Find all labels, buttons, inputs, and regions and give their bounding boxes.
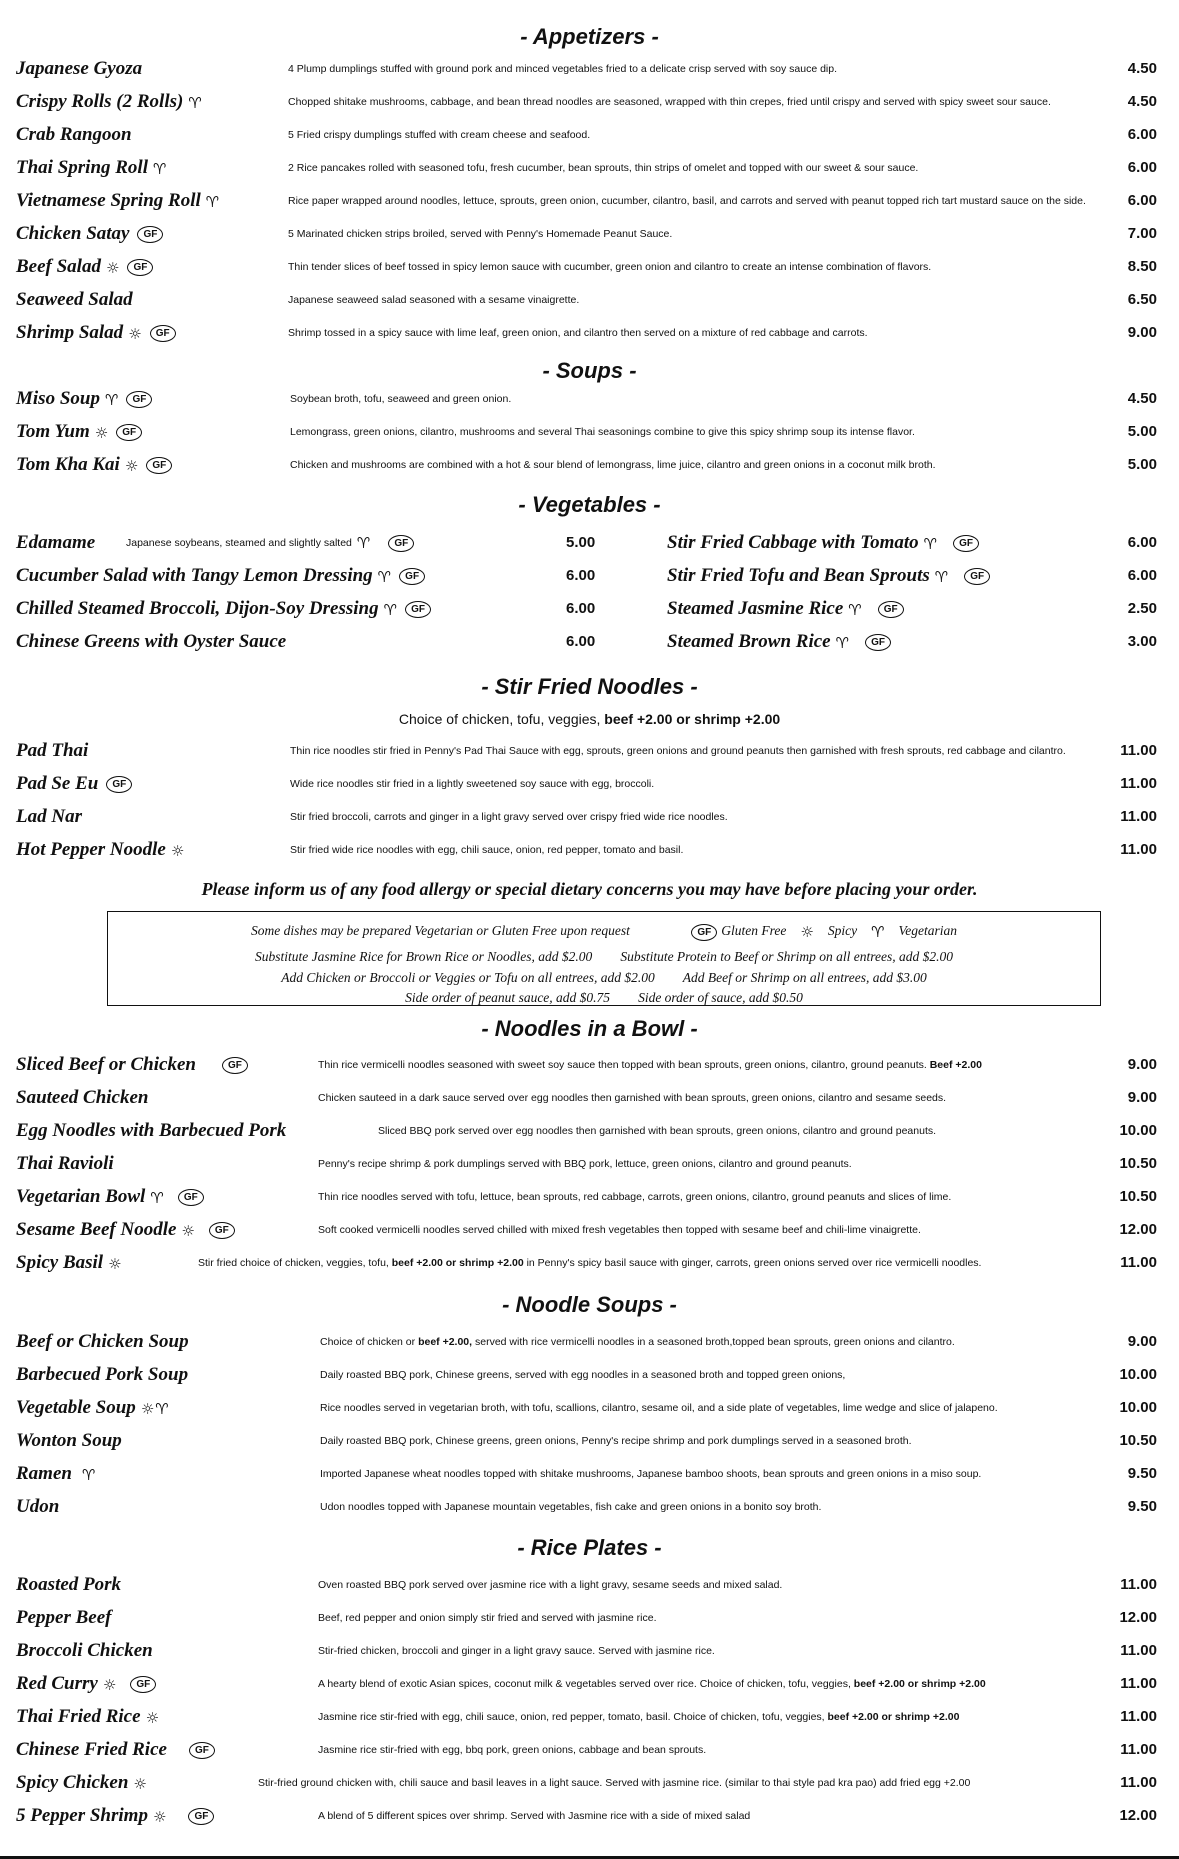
item-name: Japanese Gyoza: [16, 58, 143, 79]
item-name: Wonton Soup: [16, 1430, 122, 1451]
gluten-free-badge: GF: [691, 924, 717, 941]
menu-item: [0, 1572, 1179, 1602]
gluten-free-badge: GF: [189, 1742, 215, 1759]
item-price: 9.50: [1127, 1465, 1157, 1482]
item-name: Steamed Jasmine Rice: [667, 598, 844, 619]
item-desc-wrap: [318, 1052, 982, 1078]
item-name: Thai Spring Roll: [16, 157, 148, 178]
item-price: 6.00: [1127, 159, 1157, 176]
item-name-wrap: [667, 596, 904, 623]
item-name: Chilled Steamed Broccoli, Dijon-Soy Dressing: [16, 598, 379, 619]
stir-fried-note: [0, 711, 1179, 727]
gluten-free-badge: GF: [106, 776, 132, 793]
item-name: Spicy Basil: [16, 1252, 104, 1273]
menu-item: [0, 1671, 1179, 1701]
gluten-free-badge: GF: [127, 259, 153, 276]
item-name: Beef Salad: [16, 256, 101, 277]
item-desc-bold: beef +2.00,: [418, 1336, 473, 1348]
gluten-free-badge: GF: [388, 535, 414, 552]
info-box: [107, 911, 1101, 1006]
menu-item: [0, 1461, 1179, 1491]
item-price: 9.50: [1127, 1498, 1157, 1515]
gluten-free-badge: GF: [209, 1222, 235, 1239]
item-name-wrap: [667, 563, 990, 590]
item-desc-bold: beef +2.00 or shrimp +2.00: [827, 1711, 960, 1723]
item-price: 9.00: [1127, 1089, 1157, 1106]
allergy-note: Please inform us of any food allergy or special dietary concerns you may have before placing your order.: [201, 879, 978, 899]
item-name: Hot Pepper Noodle: [16, 839, 166, 860]
item-desc: Chicken sauteed in a dark sauce served over egg noodles then garnished with bean sprouts, green onions, cilantro and sesame seeds.: [318, 1092, 947, 1104]
sun-icon: ☼: [105, 258, 120, 277]
menu-item: [0, 1638, 1179, 1668]
item-desc: Daily roasted BBQ pork, Chinese greens, green onions, Penny's recipe shrimp and pork dumplings served in a seasoned broth.: [320, 1435, 912, 1447]
item-name: Red Curry: [16, 1673, 98, 1694]
item-price: 11.00: [1120, 808, 1157, 825]
sprout-icon: ♈: [104, 390, 119, 409]
gluten-free-badge: GF: [146, 457, 172, 474]
item-name-wrap: [16, 1704, 159, 1731]
item-desc: Jasmine rice stir-fried with egg, chili sauce, onion, red pepper, tomato, basil. Choice of chicken, tofu, veggies,: [318, 1711, 828, 1723]
item-price: 12.00: [1119, 1221, 1157, 1238]
item-desc: 4 Plump dumplings stuffed with ground pork and minced vegetables fried to a delicate crisp served with soy sauce dip.: [288, 63, 838, 75]
info-substitute-protein: Substitute Protein to Beef or Shrimp on all entrees, add $2.00: [620, 949, 954, 964]
item-price: 4.50: [1127, 390, 1157, 407]
item-name: Ramen: [16, 1463, 72, 1484]
item-name: Tom Kha Kai: [16, 454, 120, 475]
menu-item: [0, 386, 1179, 416]
legend: [661, 923, 958, 941]
gluten-free-badge: GF: [178, 1189, 204, 1206]
section-title-appetizers: - Appetizers -: [520, 24, 659, 49]
item-name: Edamame: [16, 532, 96, 553]
sun-icon: ☼: [94, 423, 109, 442]
item-desc: Thin rice vermicelli noodles seasoned with sweet soy sauce then topped with bean sprouts, green onions, cilantro, ground peanuts.: [318, 1059, 930, 1071]
item-name-wrap: [16, 386, 152, 413]
item-name-wrap: [16, 837, 184, 864]
info-line-3: [108, 970, 1100, 986]
menu-item: [0, 1118, 1179, 1148]
item-name-wrap: [16, 1803, 214, 1830]
item-price: 11.00: [1120, 1642, 1157, 1659]
item-desc: A hearty blend of exotic Asian spices, coconut milk & vegetables served over rice. Choice of chicken, tofu, veggies,: [318, 1678, 854, 1690]
sun-icon: ☼: [140, 1399, 155, 1418]
item-price: 6.00: [1127, 192, 1157, 209]
section-title-stir-fried-noodles: - Stir Fried Noodles -: [481, 674, 698, 699]
item-name-wrap: [16, 1461, 95, 1488]
item-price: 5.00: [566, 534, 596, 551]
item-desc: Udon noodles topped with Japanese mountain vegetables, fish cake and green onions in a bonito soy broth.: [320, 1501, 822, 1513]
item-name-wrap: [16, 254, 153, 281]
menu-item: [16, 563, 596, 593]
menu-item: [0, 452, 1179, 482]
item-name-wrap: [16, 320, 176, 347]
menu-item: [0, 738, 1179, 768]
item-desc: Stir fried broccoli, carrots and ginger in a light gravy served over crispy fried wide rice noodles.: [290, 811, 728, 823]
sprout-icon: ♈: [81, 1465, 96, 1484]
info-add-beef: Add Beef or Shrimp on all entrees, add $3.00: [682, 970, 927, 985]
gluten-free-badge: GF: [865, 634, 891, 651]
item-name: Beef or Chicken Soup: [16, 1331, 189, 1352]
sun-icon: ☼: [181, 1221, 195, 1240]
menu-item: [0, 254, 1179, 284]
item-name: Pad Thai: [16, 740, 89, 761]
item-desc: Japanese seaweed salad seasoned with a sesame vinaigrette.: [288, 294, 580, 306]
menu-item: [667, 629, 1157, 659]
item-name: Vegetable Soup: [16, 1397, 136, 1418]
menu-item: [0, 804, 1179, 834]
item-name: Thai Ravioli: [16, 1153, 114, 1174]
item-price: 6.00: [566, 633, 596, 650]
item-price: 9.00: [1127, 1333, 1157, 1350]
item-name: Thai Fried Rice: [16, 1706, 141, 1727]
item-name: Miso Soup: [16, 388, 100, 409]
item-name: Tom Yum: [16, 421, 90, 442]
sun-icon: ☼: [152, 1807, 167, 1826]
item-price: 9.00: [1127, 1056, 1157, 1073]
section-title-rice-plates: - Rice Plates -: [517, 1535, 662, 1560]
item-price: 10.50: [1119, 1432, 1157, 1449]
info-add-chicken: Add Chicken or Broccoli or Veggies or Tofu on all entrees, add $2.00: [281, 970, 655, 985]
item-price: 6.00: [566, 567, 596, 584]
menu-item: [0, 771, 1179, 801]
menu-item: [0, 188, 1179, 218]
note-bold: beef +2.00 or shrimp +2.00: [604, 711, 781, 727]
sprout-icon: ♈: [835, 633, 850, 652]
item-price: 9.00: [1127, 324, 1157, 341]
info-line-2: [108, 949, 1100, 965]
item-desc-wrap: [318, 1704, 959, 1730]
gluten-free-badge: GF: [222, 1057, 248, 1074]
gluten-free-badge: GF: [399, 568, 425, 585]
sun-icon: ☼: [124, 456, 139, 475]
item-desc: 5 Fried crispy dumplings stuffed with cream cheese and seafood.: [288, 129, 591, 141]
item-name: Spicy Chicken: [16, 1772, 129, 1793]
item-name-wrap: [16, 1737, 215, 1763]
section-title-noodle-soups: - Noodle Soups -: [502, 1292, 677, 1317]
menu-item: [667, 596, 1157, 626]
item-desc: Rice noodles served in vegetarian broth, with tofu, scallions, cilantro, sesame oil, and a side plate of vegetables, lime wedge and slice of jalapeno.: [320, 1402, 998, 1414]
item-desc-wrap: [126, 530, 414, 556]
item-name-wrap: [16, 1184, 204, 1211]
menu-item: [16, 596, 596, 626]
item-price: 11.00: [1120, 742, 1157, 759]
sun-icon: ☼: [102, 1675, 117, 1694]
info-peanut-sauce: Side order of peanut sauce, add $0.75: [405, 990, 611, 1005]
item-name-wrap: [16, 596, 431, 623]
item-desc-wrap: [320, 1329, 955, 1355]
item-price: 4.50: [1127, 60, 1157, 77]
item-desc-wrap: [198, 1250, 981, 1276]
item-desc: Thin tender slices of beef tossed in spicy lemon sauce with cucumber, green onion and cilantro to create an intense combination of flavors.: [288, 261, 932, 273]
item-name-wrap: [16, 1770, 147, 1797]
section-title-vegetables: - Vegetables -: [518, 492, 661, 517]
item-price: 12.00: [1119, 1807, 1157, 1824]
item-desc-bold: Beef +2.00: [929, 1059, 982, 1071]
sun-icon: ☼: [145, 1708, 160, 1727]
item-desc: Shrimp tossed in a spicy sauce with lime leaf, green onion, and cilantro then served on a mixture of red cabbage and carrots.: [288, 327, 868, 339]
sprout-icon: ♈: [377, 567, 392, 586]
item-name-wrap: [16, 1250, 122, 1277]
item-name: Stir Fried Cabbage with Tomato: [667, 532, 919, 553]
sprout-icon: ♈: [188, 93, 202, 112]
item-name: Crispy Rolls (2 Rolls): [16, 91, 184, 112]
item-price: 6.00: [566, 600, 596, 617]
item-desc: Stir-fried ground chicken with, chili sauce and basil leaves in a light sauce. Served with jasmine rice. (similar to thai style pad kra pao) add fried egg +2.00: [258, 1777, 971, 1789]
sun-icon: ☼: [170, 841, 185, 860]
gluten-free-badge: GF: [137, 226, 163, 243]
sprout-icon: ♈: [383, 600, 398, 619]
item-desc: Choice of chicken or: [320, 1336, 419, 1348]
item-name-wrap: [667, 530, 979, 557]
item-desc-bold: beef +2.00 or shrimp +2.00: [853, 1678, 986, 1690]
menu-item: [0, 1217, 1179, 1247]
item-desc: Jasmine rice stir-fried with egg, bbq pork, green onions, cabbage and bean sprouts.: [318, 1744, 707, 1756]
info-line-4: [108, 990, 1100, 1006]
item-name-wrap: [16, 155, 166, 182]
menu-item: [0, 1803, 1179, 1833]
item-desc: Soft cooked vermicelli noodles served chilled with mixed fresh vegetables then topped with sesame beef and chili-lime vinaigrette.: [318, 1224, 921, 1236]
item-desc: Thin rice noodles stir fried in Penny's Pad Thai Sauce with egg, sprouts, green onions and ground peanuts then garnished with fresh sprouts, red cabbage and cilantro.: [290, 745, 1066, 757]
item-price: 11.00: [1120, 1708, 1157, 1725]
menu-item: [0, 320, 1179, 350]
legend-vegetarian: Vegetarian: [898, 923, 958, 939]
gluten-free-badge: GF: [130, 1676, 156, 1693]
sprout-icon: ♈: [155, 1399, 169, 1418]
item-price: 6.50: [1127, 291, 1157, 308]
item-name-wrap: [16, 1395, 169, 1422]
item-name-wrap: [16, 1052, 248, 1078]
sprout-icon: ♈: [923, 534, 938, 553]
section-title-soups: - Soups -: [542, 358, 637, 383]
item-name: Roasted Pork: [16, 1574, 122, 1595]
item-price: 11.00: [1120, 775, 1157, 792]
sprout-icon: ♈: [934, 567, 949, 586]
menu-item: [0, 1329, 1179, 1359]
item-desc: Penny's recipe shrimp & pork dumplings served with BBQ pork, lettuce, green onions, cilantro and ground peanuts.: [318, 1158, 852, 1170]
item-desc: Wide rice noodles stir fried in a lightly sweetened soy sauce with egg, broccoli.: [290, 778, 655, 790]
item-desc: Stir-fried chicken, broccoli and ginger in a light gravy sauce. Served with jasmine rice.: [318, 1645, 715, 1657]
item-name-wrap: [16, 452, 172, 479]
menu-item: [667, 563, 1157, 593]
info-side-sauce: Side order of sauce, add $0.50: [638, 990, 803, 1005]
menu-item: [0, 89, 1179, 119]
gluten-free-badge: GF: [964, 568, 990, 585]
item-name-wrap: [16, 1217, 235, 1244]
menu-item: [0, 287, 1179, 317]
item-name: Sliced Beef or Chicken: [16, 1054, 196, 1075]
sprout-icon: ♈: [150, 1188, 164, 1207]
item-name: Cucumber Salad with Tangy Lemon Dressing: [16, 565, 373, 586]
item-name: Sauteed Chicken: [16, 1087, 149, 1108]
item-price: 10.00: [1119, 1122, 1157, 1139]
item-desc: Daily roasted BBQ pork, Chinese greens, served with egg noodles in a seasoned broth and topped green onions,: [320, 1369, 846, 1381]
item-name: Broccoli Chicken: [16, 1640, 153, 1661]
item-name-wrap: [16, 221, 163, 247]
gluten-free-badge: GF: [878, 601, 904, 618]
menu-item: [0, 56, 1179, 86]
item-desc: Thin rice noodles served with tofu, lettuce, bean sprouts, red cabbage, carrots, green onions, cilantro, ground peanuts and slices of lime.: [318, 1191, 952, 1203]
legend-spicy: Spicy: [827, 923, 858, 939]
item-name-wrap: [16, 563, 425, 590]
item-desc: Japanese soybeans, steamed and slightly salted: [126, 537, 352, 549]
menu-item: [0, 1052, 1179, 1082]
item-desc: Lemongrass, green onions, cilantro, mushrooms and several Thai seasonings combine to give this spicy shrimp soup its intense flavor.: [290, 426, 915, 438]
sun-icon: ☼: [133, 1774, 147, 1793]
item-name-wrap: [667, 629, 891, 656]
menu-item: [0, 837, 1179, 867]
menu-item: [0, 1737, 1179, 1767]
item-desc: Stir fried wide rice noodles with egg, chili sauce, onion, red pepper, tomato and basil.: [290, 844, 684, 856]
item-name-wrap: [16, 1671, 156, 1698]
item-name-wrap: [16, 771, 132, 797]
item-name: Udon: [16, 1496, 60, 1517]
item-name: Vegetarian Bowl: [16, 1186, 146, 1207]
item-desc: Sliced BBQ pork served over egg noodles then garnished with bean sprouts, green onions, cilantro and ground peanuts.: [378, 1125, 937, 1137]
item-price: 11.00: [1120, 1774, 1157, 1791]
gluten-free-badge: GF: [126, 391, 152, 408]
item-name: Chinese Greens with Oyster Sauce: [16, 631, 287, 652]
item-name-wrap: [16, 89, 202, 116]
item-desc: Rice paper wrapped around noodles, lettuce, sprouts, green onion, cucumber, cilantro, basil, and carrots and served with peanut topped rich tart mustard sauce on the side.: [288, 195, 1086, 207]
item-desc-wrap: [318, 1671, 986, 1697]
item-name: 5 Pepper Shrimp: [16, 1805, 148, 1826]
item-price: 10.00: [1119, 1366, 1157, 1383]
menu-item: [0, 221, 1179, 251]
item-price: 6.00: [1127, 126, 1157, 143]
item-price: 10.50: [1119, 1155, 1157, 1172]
gluten-free-badge: GF: [405, 601, 431, 618]
item-name: Chicken Satay: [16, 223, 130, 244]
item-price: 2.50: [1127, 600, 1157, 617]
item-name: Barbecued Pork Soup: [16, 1364, 189, 1385]
info-substitute-rice: Substitute Jasmine Rice for Brown Rice or Noodles, add $2.00: [254, 949, 593, 964]
legend-gf: Gluten Free: [721, 923, 787, 939]
item-price: 10.00: [1119, 1399, 1157, 1416]
item-price: 5.00: [1127, 456, 1157, 473]
item-price: 10.50: [1119, 1188, 1157, 1205]
item-price: 6.00: [1127, 567, 1157, 584]
menu-item: [0, 1770, 1179, 1800]
item-desc: Stir fried choice of chicken, veggies, tofu,: [198, 1257, 392, 1269]
item-name: Sesame Beef Noodle: [16, 1219, 177, 1240]
menu-item: [0, 1362, 1179, 1392]
item-name: Pepper Beef: [16, 1607, 112, 1628]
item-name: Pad Se Eu: [16, 773, 99, 794]
item-desc: Chopped shitake mushrooms, cabbage, and bean thread noodles are seasoned, wrapped with thin crepes, fried until crispy and served with spicy sweet sour sauce.: [288, 96, 1051, 108]
sun-icon: ☼: [800, 923, 814, 941]
menu-item: [0, 419, 1179, 449]
gluten-free-badge: GF: [188, 1808, 214, 1825]
sun-icon: ☼: [108, 1254, 122, 1273]
section-title-noodles-in-a-bowl: - Noodles in a Bowl -: [481, 1016, 698, 1041]
item-name: Steamed Brown Rice: [667, 631, 831, 652]
gluten-free-badge: GF: [150, 325, 176, 342]
sprout-icon: ♈: [356, 534, 371, 553]
menu-item: [0, 122, 1179, 152]
item-name: Chinese Fried Rice: [16, 1739, 167, 1760]
item-price: 11.00: [1120, 841, 1157, 858]
item-name: Seaweed Salad: [16, 289, 133, 310]
menu-item: [0, 1250, 1179, 1280]
item-name: Crab Rangoon: [16, 124, 132, 145]
item-name: Stir Fried Tofu and Bean Sprouts: [667, 565, 930, 586]
gluten-free-badge: GF: [116, 424, 142, 441]
menu-item: [0, 1085, 1179, 1115]
sprout-icon: ♈: [848, 600, 862, 619]
menu-item: [16, 530, 596, 560]
gluten-free-badge: GF: [953, 535, 979, 552]
menu-item: [0, 1704, 1179, 1734]
item-desc-after: served with rice vermicelli noodles in a seasoned broth,topped bean sprouts, green onions and cilantro.: [472, 1336, 955, 1348]
menu-item: [0, 1494, 1179, 1524]
menu-item: [0, 1184, 1179, 1214]
item-price: 3.00: [1127, 633, 1157, 650]
sprout-icon: ♈: [205, 192, 220, 211]
menu-item: [667, 530, 1157, 560]
item-price: 4.50: [1127, 93, 1157, 110]
menu-item: [0, 1395, 1179, 1425]
item-desc: 2 Rice pancakes rolled with seasoned tofu, fresh cucumber, bean sprouts, thin strips of omelet and topped with our sweet & sour sauce.: [288, 162, 919, 174]
item-price: 8.50: [1127, 258, 1157, 275]
sprout-icon: ♈: [153, 159, 167, 178]
item-name-wrap: [16, 419, 142, 446]
menu-item: [0, 1605, 1179, 1635]
item-name-wrap: [16, 188, 219, 215]
item-name: Lad Nar: [16, 806, 82, 827]
note-plain: Choice of chicken, tofu, veggies,: [398, 711, 605, 727]
sun-icon: ☼: [128, 324, 142, 343]
item-name: Egg Noodles with Barbecued Pork: [16, 1120, 287, 1141]
item-name: Shrimp Salad: [16, 322, 124, 343]
item-price: 12.00: [1119, 1609, 1157, 1626]
item-desc-bold: beef +2.00 or shrimp +2.00: [391, 1257, 524, 1269]
item-price: 7.00: [1127, 225, 1157, 242]
item-desc: Beef, red pepper and onion simply stir fried and served with jasmine rice.: [318, 1612, 657, 1624]
menu-item: [0, 1151, 1179, 1181]
item-desc: A blend of 5 different spices over shrimp. Served with Jasmine rice with a side of mixed salad: [318, 1810, 751, 1822]
item-desc-after: in Penny's spicy basil sauce with ginger, carrots, green onions served over rice vermicelli noodles.: [523, 1257, 982, 1269]
menu-item: [0, 1428, 1179, 1458]
item-name: Vietnamese Spring Roll: [16, 190, 201, 211]
item-desc: Oven roasted BBQ pork served over jasmine rice with a light gravy, sesame seeds and mixed salad.: [318, 1579, 783, 1591]
item-price: 11.00: [1120, 1675, 1157, 1692]
item-price: 11.00: [1120, 1576, 1157, 1593]
item-price: 11.00: [1120, 1741, 1157, 1758]
sprout-icon: ♈: [871, 923, 885, 941]
item-price: 5.00: [1127, 423, 1157, 440]
info-vegetarian-gf: Some dishes may be prepared Vegetarian or Gluten Free upon request: [250, 923, 630, 939]
menu-item: [0, 155, 1179, 185]
info-line-1: [108, 923, 1100, 941]
item-price: 11.00: [1120, 1254, 1157, 1271]
item-desc: 5 Marinated chicken strips broiled, served with Penny's Homemade Peanut Sauce.: [288, 228, 673, 240]
item-price: 6.00: [1127, 534, 1157, 551]
item-desc: Imported Japanese wheat noodles topped with shitake mushrooms, Japanese bamboo shoots, bean sprouts and green onions in a miso soup.: [320, 1468, 982, 1480]
item-desc: Chicken and mushrooms are combined with a hot & sour blend of lemongrass, lime juice, cilantro and green onions in a coconut milk broth.: [290, 459, 936, 471]
item-desc: Soybean broth, tofu, seaweed and green onion.: [290, 393, 512, 405]
menu-item: [16, 629, 596, 659]
